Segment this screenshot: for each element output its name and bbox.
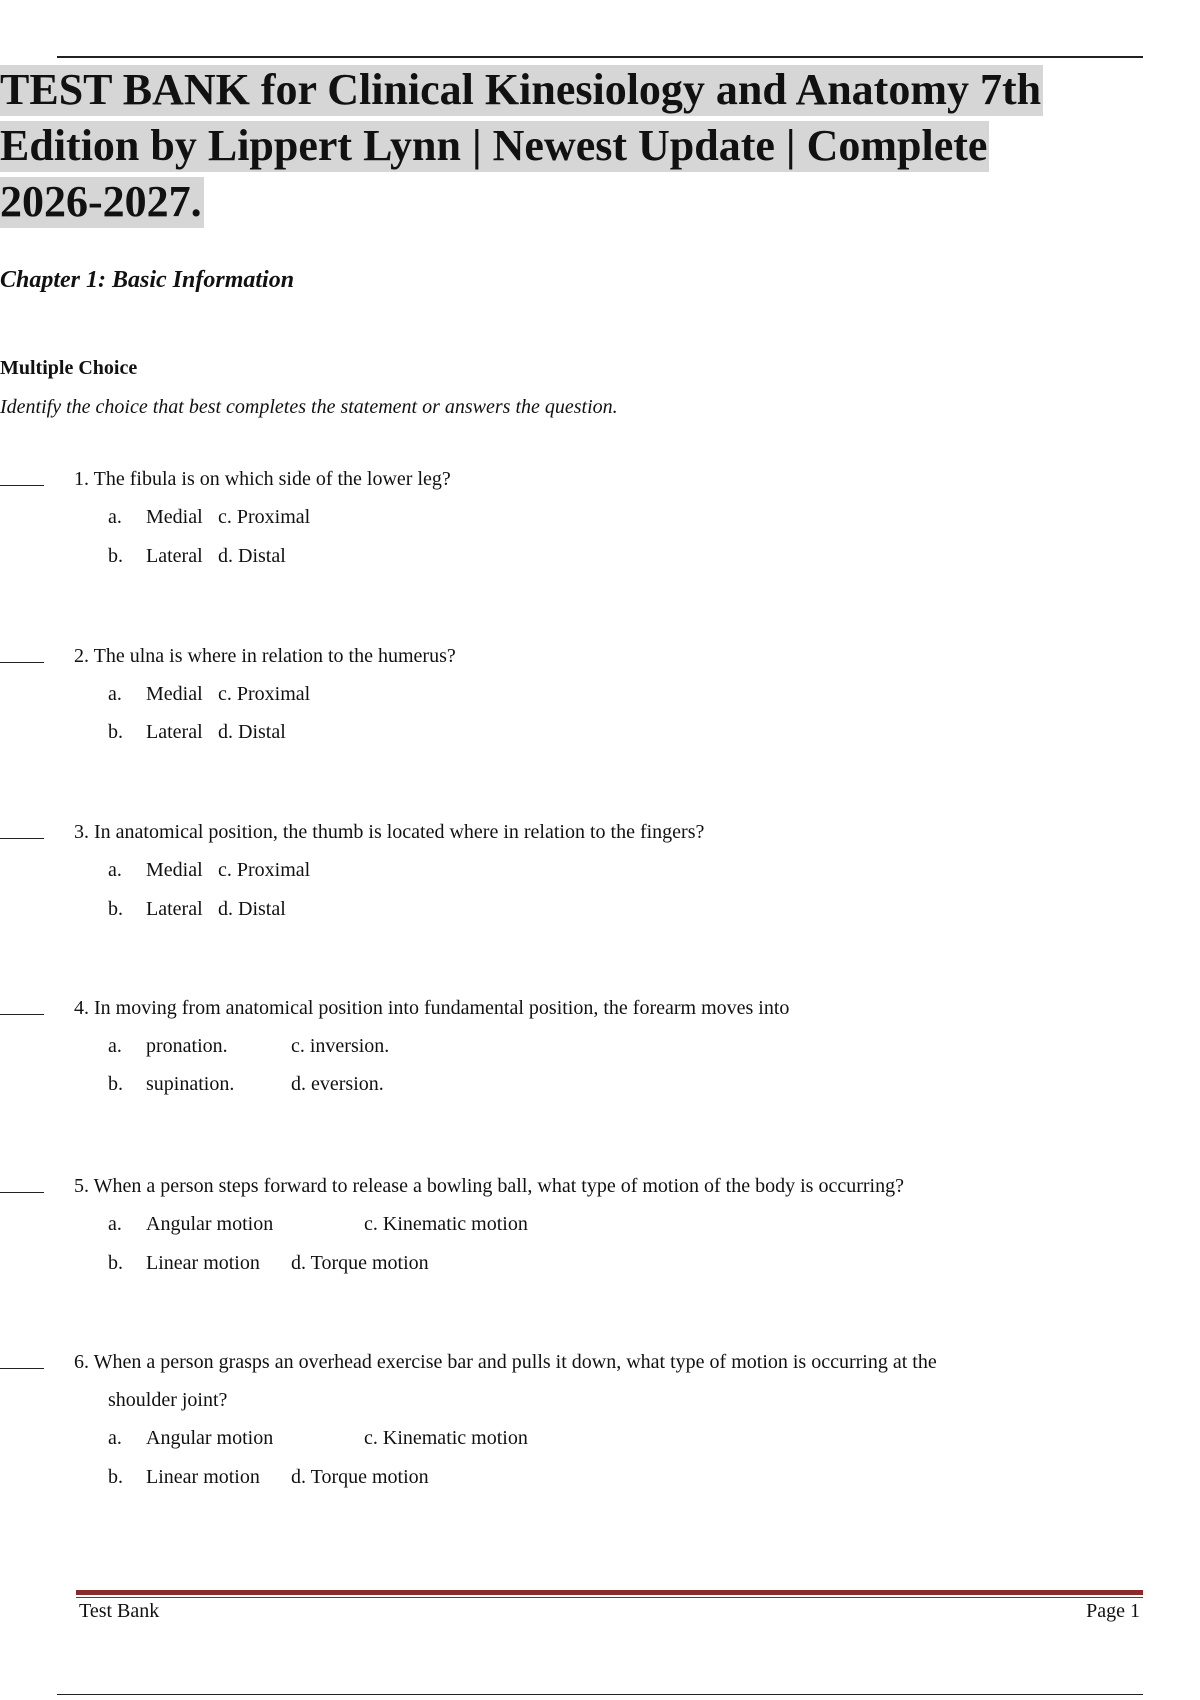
option-d: d. eversion. xyxy=(291,1073,384,1095)
option-b-label: b. xyxy=(108,1252,123,1274)
footer-label: Test Bank xyxy=(79,1600,160,1622)
option-b-label: b. xyxy=(108,1073,123,1095)
question-3 xyxy=(0,813,1150,920)
section-title: Multiple Choice xyxy=(0,357,138,379)
option-b: Lateral xyxy=(146,898,203,920)
option-d: d. Distal xyxy=(218,545,286,567)
option-a: Angular motion xyxy=(146,1427,274,1449)
option-a: Medial xyxy=(146,859,203,881)
option-b-label: b. xyxy=(108,1466,123,1488)
option-a: Medial xyxy=(146,683,203,705)
question-text: 4. In moving from anatomical position into fundamental position, the forearm moves into xyxy=(74,997,790,1019)
title-line-3: 2026-2027. xyxy=(0,177,202,226)
option-b-label: b. xyxy=(108,898,123,920)
option-a: Medial xyxy=(146,506,203,528)
option-c: c. Proximal xyxy=(218,859,311,881)
option-c: c. Proximal xyxy=(218,506,311,528)
option-a-label: a. xyxy=(108,859,122,881)
option-a-label: a. xyxy=(108,683,122,705)
option-d: d. Distal xyxy=(218,898,286,920)
header-rule xyxy=(57,56,1143,58)
chapter-heading: Chapter 1: Basic Information xyxy=(0,267,295,293)
option-a: pronation. xyxy=(146,1035,228,1057)
option-a-label: a. xyxy=(108,1213,122,1235)
footer-rule-thin xyxy=(76,1597,1143,1598)
option-c: c. Proximal xyxy=(218,683,311,705)
option-d: d. Torque motion xyxy=(291,1466,429,1488)
instructions: Identify the choice that best completes the statement or answers the question. xyxy=(0,396,618,418)
question-4 xyxy=(0,989,1150,1095)
answer-blank[interactable] xyxy=(0,662,44,663)
answer-blank[interactable] xyxy=(0,1014,44,1015)
option-c: c. inversion. xyxy=(291,1035,390,1057)
question-text: 3. In anatomical position, the thumb is located where in relation to the fingers? xyxy=(74,821,705,843)
question-1 xyxy=(0,460,1150,567)
question-text: 1. The fibula is on which side of the lower leg? xyxy=(74,468,451,490)
option-b: supination. xyxy=(146,1073,235,1095)
option-b-label: b. xyxy=(108,721,123,743)
title-line-2: Edition by Lippert Lynn | Newest Update | Complete xyxy=(0,121,988,170)
question-text: 6. When a person grasps an overhead exercise bar and pulls it down, what type of motion is occurring at the xyxy=(74,1351,937,1373)
option-c: c. Kinematic motion xyxy=(364,1213,528,1235)
option-a: Angular motion xyxy=(146,1213,274,1235)
option-a-label: a. xyxy=(108,506,122,528)
document-title xyxy=(0,62,1150,230)
footer-rule xyxy=(76,1590,1143,1595)
title-line-1: TEST BANK for Clinical Kinesiology and Anatomy 7th xyxy=(0,65,1042,114)
option-b: Lateral xyxy=(146,545,203,567)
option-a-label: a. xyxy=(108,1427,122,1449)
question-2 xyxy=(0,637,1150,743)
option-c: c. Kinematic motion xyxy=(364,1427,528,1449)
option-d: d. Torque motion xyxy=(291,1252,429,1274)
page-number: Page 1 xyxy=(1086,1600,1140,1622)
option-b-label: b. xyxy=(108,545,123,567)
option-a-label: a. xyxy=(108,1035,122,1057)
question-text: 5. When a person steps forward to release a bowling ball, what type of motion of the body is occurring? xyxy=(74,1175,904,1197)
option-b: Linear motion xyxy=(146,1252,260,1274)
question-text-continued: shoulder joint? xyxy=(108,1389,228,1411)
answer-blank[interactable] xyxy=(0,485,44,486)
option-b: Linear motion xyxy=(146,1466,260,1488)
answer-blank[interactable] xyxy=(0,1368,44,1369)
question-text: 2. The ulna is where in relation to the humerus? xyxy=(74,645,456,667)
question-6 xyxy=(0,1343,1150,1488)
option-b: Lateral xyxy=(146,721,203,743)
bottom-rule xyxy=(57,1694,1143,1695)
answer-blank[interactable] xyxy=(0,838,44,839)
question-5 xyxy=(0,1167,1150,1274)
answer-blank[interactable] xyxy=(0,1192,44,1193)
option-d: d. Distal xyxy=(218,721,286,743)
